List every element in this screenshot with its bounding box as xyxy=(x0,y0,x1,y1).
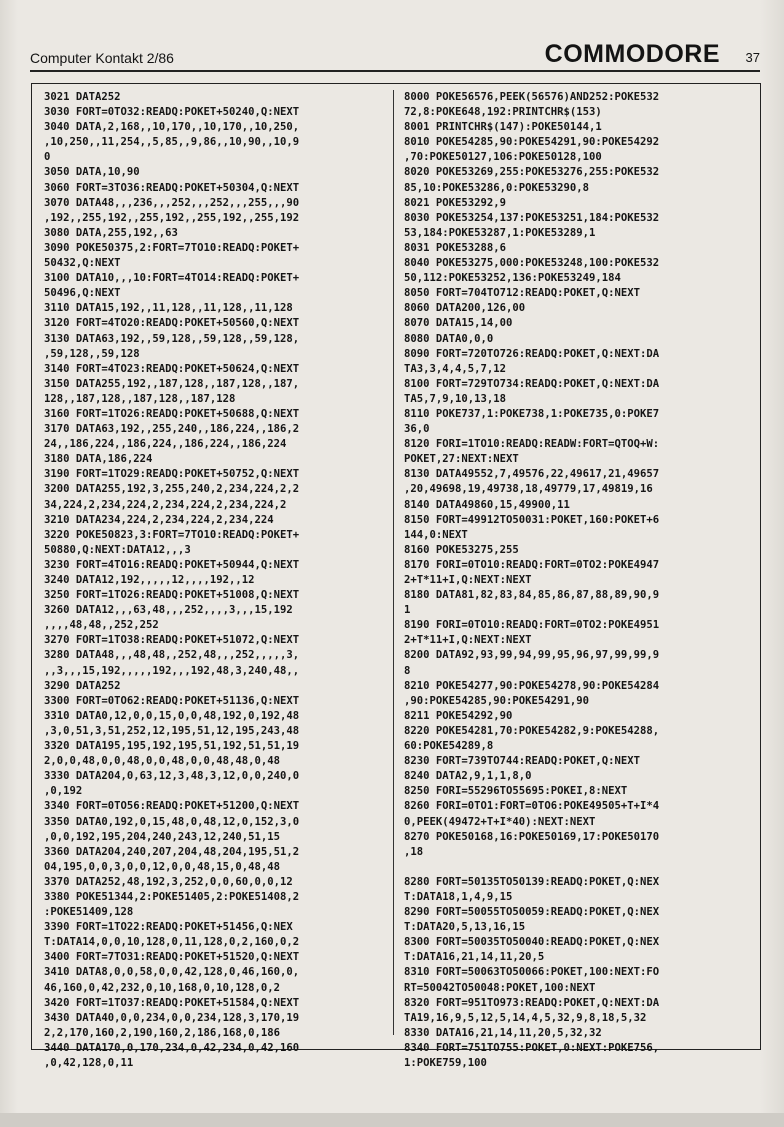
code-line: T:DATA18,1,4,9,15 xyxy=(404,890,513,903)
code-line: 2,2,170,160,2,190,160,2,186,168,0,186 xyxy=(44,1026,280,1039)
code-line: ,0,192 xyxy=(44,785,83,798)
code-line: 3410 DATA8,0,0,58,0,0,42,128,0,46,160,0, xyxy=(44,966,300,979)
code-line: 8270 POKE50168,16:POKE50169,17:POKE50170 xyxy=(404,830,660,843)
listing-column-right xyxy=(404,90,754,1071)
code-line: 3420 FORT=1TO37:READQ:POKET+51584,Q:NEXT xyxy=(44,996,300,1009)
code-line: 04,195,0,0,3,0,0,12,0,0,48,15,0,48,48 xyxy=(44,860,280,873)
code-line: 8250 FORI=55296TO55695:POKEI,8:NEXT xyxy=(404,785,628,798)
code-line: 3070 DATA48,,,236,,,252,,,252,,,255,,,90 xyxy=(44,196,300,209)
code-line: 8300 FORT=50035TO50040:READQ:POKET,Q:NEX xyxy=(404,936,660,949)
code-line: 8010 POKE54285,90:POKE54291,90:POKE54292 xyxy=(404,136,660,149)
code-line: 3390 FORT=1TO22:READQ:POKET+51456,Q:NEX xyxy=(44,921,293,934)
code-line: ,,,,48,48,,252,252 xyxy=(44,619,159,632)
code-line: 3200 DATA255,192,3,255,240,2,234,224,2,2 xyxy=(44,483,300,496)
code-line: 3110 DATA15,192,,11,128,,11,128,,11,128 xyxy=(44,302,293,315)
code-line: 3430 DATA40,0,0,234,0,0,234,128,3,170,19 xyxy=(44,1011,300,1024)
code-line: 8330 DATA16,21,14,11,20,5,32,32 xyxy=(404,1026,602,1039)
code-line: 50496,Q:NEXT xyxy=(44,287,121,300)
code-line: 53,184:POKE53287,1:POKE53289,1 xyxy=(404,226,596,239)
code-line: ,192,,255,192,,255,192,,255,192,,255,192 xyxy=(44,211,300,224)
magazine-issue: Computer Kontakt 2/86 xyxy=(30,50,174,66)
code-line: 3180 DATA,186,224 xyxy=(44,453,153,466)
code-line: 3330 DATA204,0,63,12,3,48,3,12,0,0,240,0 xyxy=(44,770,300,783)
code-line: 3140 FORT=4TO23:READQ:POKET+50624,Q:NEXT xyxy=(44,362,300,375)
code-line: 3090 POKE50375,2:FORT=7TO10:READQ:POKET+ xyxy=(44,241,300,254)
page-header xyxy=(30,40,760,66)
code-line: RT=50042TO50048:POKET,100:NEXT xyxy=(404,981,596,994)
code-line: 3290 DATA252 xyxy=(44,679,121,692)
code-line: 3160 FORT=1TO26:READQ:POKET+50688,Q:NEXT xyxy=(44,407,300,420)
code-line: ,70:POKE50127,106:POKE50128,100 xyxy=(404,151,602,164)
code-line: 8220 POKE54281,70:POKE54282,9:POKE54288, xyxy=(404,724,660,737)
code-line: ,0,0,192,195,204,240,243,12,240,51,15 xyxy=(44,830,280,843)
code-line: TA19,16,9,5,12,5,14,4,5,32,9,8,18,5,32 xyxy=(404,1011,647,1024)
code-line: ,3,0,51,3,51,252,12,195,51,12,195,243,48 xyxy=(44,724,300,737)
code-line: 3260 DATA12,,,63,48,,,252,,,,3,,,15,192 xyxy=(44,604,293,617)
code-line: 8280 FORT=50135TO50139:READQ:POKET,Q:NEX xyxy=(404,875,660,888)
code-line: 3300 FORT=0TO62:READQ:POKET+51136,Q:NEXT xyxy=(44,694,300,707)
code-line: ,0,42,128,0,11 xyxy=(44,1057,134,1069)
code-line: 8320 FORT=951TO973:READQ:POKET,Q:NEXT:DA xyxy=(404,996,660,1009)
code-line: 3350 DATA0,192,0,15,48,0,48,12,0,152,3,0 xyxy=(44,815,300,828)
code-line: 8031 POKE53288,6 xyxy=(404,241,507,254)
code-line: 8211 POKE54292,90 xyxy=(404,709,513,722)
code-line: TA5,7,9,10,13,18 xyxy=(404,392,507,405)
code-line: 50880,Q:NEXT:DATA12,,,3 xyxy=(44,543,191,556)
code-line: 3130 DATA63,192,,59,128,,59,128,,59,128, xyxy=(44,332,300,345)
code-line: TA3,3,4,4,5,7,12 xyxy=(404,362,507,375)
code-line: 3040 DATA,2,168,,10,170,,10,170,,10,250, xyxy=(44,121,300,134)
code-line: 50432,Q:NEXT xyxy=(44,257,121,270)
code-line: 3380 POKE51344,2:POKE51405,2:POKE51408,2 xyxy=(44,890,300,903)
code-line: 8150 FORT=49912TO50031:POKET,160:POKET+6 xyxy=(404,513,660,526)
code-line: T:DATA20,5,13,16,15 xyxy=(404,921,526,934)
code-line: ,10,250,,11,254,,5,85,,9,86,,10,90,,10,9 xyxy=(44,136,300,149)
code-line: 72,8:POKE648,192:PRINTCHR$(153) xyxy=(404,106,602,119)
code-line: 3220 POKE50823,3:FORT=7TO10:READQ:POKET+ xyxy=(44,528,300,541)
code-line: ,20,49698,19,49738,18,49779,17,49819,16 xyxy=(404,483,653,496)
code-line xyxy=(404,860,754,875)
code-line: 3210 DATA234,224,2,234,224,2,234,224 xyxy=(44,513,274,526)
code-line: 0 xyxy=(44,151,51,164)
code-line: POKET,27:NEXT:NEXT xyxy=(404,453,519,466)
code-line: 8180 DATA81,82,83,84,85,86,87,88,89,90,9 xyxy=(404,589,660,602)
code-line: 8050 FORT=704TO712:READQ:POKET,Q:NEXT xyxy=(404,287,640,300)
code-line: 1:POKE759,100 xyxy=(404,1057,487,1069)
code-line: T:DATA14,0,0,10,128,0,11,128,0,2,160,0,2 xyxy=(44,936,300,949)
code-line: 8120 FORI=1TO10:READQ:READW:FORT=QTOQ+W: xyxy=(404,438,660,451)
page-bottom-edge xyxy=(0,1113,784,1127)
code-line: 8060 DATA200,126,00 xyxy=(404,302,526,315)
code-line: 8340 FORT=751TO755:POKET,0:NEXT:POKE756, xyxy=(404,1041,660,1054)
code-line: 24,,186,224,,186,224,,186,224,,186,224 xyxy=(44,438,287,451)
code-line: 3400 FORT=7TO31:READQ:POKET+51520,Q:NEXT xyxy=(44,951,300,964)
code-line: 3030 FORT=0TO32:READQ:POKET+50240,Q:NEXT xyxy=(44,106,300,119)
code-line: ,90:POKE54285,90:POKE54291,90 xyxy=(404,694,589,707)
code-line: 3170 DATA63,192,,255,240,,186,224,,186,2 xyxy=(44,423,300,436)
code-line: ,18 xyxy=(404,845,424,858)
code-line: 3060 FORT=3TO36:READQ:POKET+50304,Q:NEXT xyxy=(44,181,300,194)
code-line: 8021 POKE53292,9 xyxy=(404,196,507,209)
code-line: 8110 POKE737,1:POKE738,1:POKE735,0:POKE7 xyxy=(404,407,660,420)
code-line: 3021 DATA252 xyxy=(44,91,121,103)
code-line: 3150 DATA255,192,,187,128,,187,128,,187, xyxy=(44,377,300,390)
code-line: 2,0,0,48,0,0,48,0,0,48,0,0,48,48,0,48 xyxy=(44,755,280,768)
code-line: 3280 DATA48,,,48,48,,252,48,,,252,,,,,3, xyxy=(44,649,300,662)
code-line: 60:POKE54289,8 xyxy=(404,740,494,753)
code-line: 8100 FORT=729TO734:READQ:POKET,Q:NEXT:DA xyxy=(404,377,660,390)
code-line: 50,112:POKE53252,136:POKE53249,184 xyxy=(404,272,621,285)
code-line: 8130 DATA49552,7,49576,22,49617,21,49657 xyxy=(404,468,660,481)
code-line: 8290 FORT=50055TO50059:READQ:POKET,Q:NEX xyxy=(404,906,660,919)
code-line: ,59,128,,59,128 xyxy=(44,347,140,360)
code-line: ,,3,,,15,192,,,,,192,,,192,48,3,240,48,, xyxy=(44,664,300,677)
code-line: 144,0:NEXT xyxy=(404,528,468,541)
code-line: 3270 FORT=1TO38:READQ:POKET+51072,Q:NEXT xyxy=(44,634,300,647)
code-line: 85,10:POKE53286,0:POKE53290,8 xyxy=(404,181,589,194)
code-line: 8210 POKE54277,90:POKE54278,90:POKE54284 xyxy=(404,679,660,692)
code-line: 8090 FORT=720TO726:READQ:POKET,Q:NEXT:DA xyxy=(404,347,660,360)
code-line: 3100 DATA10,,,10:FORT=4TO14:READQ:POKET+ xyxy=(44,272,300,285)
code-line: 8070 DATA15,14,00 xyxy=(404,317,513,330)
code-line: 3340 FORT=0TO56:READQ:POKET+51200,Q:NEXT xyxy=(44,800,300,813)
code-line: 3250 FORT=1TO26:READQ:POKET+51008,Q:NEXT xyxy=(44,589,300,602)
code-line: 8020 POKE53269,255:POKE53276,255:POKE532 xyxy=(404,166,660,179)
code-line: 128,,187,128,,187,128,,187,128 xyxy=(44,392,236,405)
code-line: 8310 FORT=50063TO50066:POKET,100:NEXT:FO xyxy=(404,966,660,979)
code-line: 3240 DATA12,192,,,,,12,,,,192,,12 xyxy=(44,574,255,586)
header-rule xyxy=(30,70,760,72)
code-line: 2+T*11+I,Q:NEXT:NEXT xyxy=(404,574,532,586)
code-line: 8200 DATA92,93,99,94,99,95,96,97,99,99,9 xyxy=(404,649,660,662)
code-line: 8001 PRINTCHR$(147):POKE50144,1 xyxy=(404,121,602,134)
code-line: 8000 POKE56576,PEEK(56576)AND252:POKE532 xyxy=(404,91,660,103)
code-line: 8260 FORI=0TO1:FORT=0TO6:POKE49505+T+I*4 xyxy=(404,800,660,813)
code-line: 3190 FORT=1TO29:READQ:POKET+50752,Q:NEXT xyxy=(44,468,300,481)
code-line: T:DATA16,21,14,11,20,5 xyxy=(404,951,545,964)
listing-column-left xyxy=(44,90,394,1071)
code-line: :POKE51409,128 xyxy=(44,906,134,919)
code-line: 8040 POKE53275,000:POKE53248,100:POKE532 xyxy=(404,257,660,270)
code-line: 1 xyxy=(404,604,411,617)
code-line: 8190 FORI=0TO10:READQ:FORT=0TO2:POKE4951 xyxy=(404,619,660,632)
code-line: 3050 DATA,10,90 xyxy=(44,166,140,179)
code-line: 8030 POKE53254,137:POKE53251,184:POKE532 xyxy=(404,211,660,224)
code-line: 3370 DATA252,48,192,3,252,0,0,60,0,0,12 xyxy=(44,875,293,888)
code-line: 8160 POKE53275,255 xyxy=(404,543,519,556)
code-line: 3440 DATA170,0,170,234,0,42,234,0,42,160 xyxy=(44,1041,300,1054)
code-line: 3120 FORT=4TO20:READQ:POKET+50560,Q:NEXT xyxy=(44,317,300,330)
code-line: 8 xyxy=(404,664,411,677)
code-line: 3080 DATA,255,192,,63 xyxy=(44,226,178,239)
code-line: 8240 DATA2,9,1,1,8,0 xyxy=(404,770,532,783)
code-line: 3310 DATA0,12,0,0,15,0,0,48,192,0,192,48 xyxy=(44,709,300,722)
code-line: 3320 DATA195,195,192,195,51,192,51,51,19 xyxy=(44,740,300,753)
code-line: 36,0 xyxy=(404,423,430,436)
code-line: 8170 FORI=0TO10:READQ:FORT=0TO2:POKE4947 xyxy=(404,558,660,571)
page-number: 37 xyxy=(745,50,760,65)
code-line: 8230 FORT=739TO744:READQ:POKET,Q:NEXT xyxy=(404,755,640,768)
code-line: 8080 DATA0,0,0 xyxy=(404,332,494,345)
code-line: 46,160,0,42,232,0,10,168,0,10,128,0,2 xyxy=(44,981,280,994)
code-line: 2+T*11+I,Q:NEXT:NEXT xyxy=(404,634,532,647)
code-line: 0,PEEK(49472+T+I*40):NEXT:NEXT xyxy=(404,815,596,828)
section-brand: COMMODORE xyxy=(544,40,720,68)
code-line: 34,224,2,234,224,2,234,224,2,234,224,2 xyxy=(44,498,287,511)
code-line: 3360 DATA204,240,207,204,48,204,195,51,2 xyxy=(44,845,300,858)
code-line: 8140 DATA49860,15,49900,11 xyxy=(404,498,570,511)
code-line: 3230 FORT=4TO16:READQ:POKET+50944,Q:NEXT xyxy=(44,558,300,571)
